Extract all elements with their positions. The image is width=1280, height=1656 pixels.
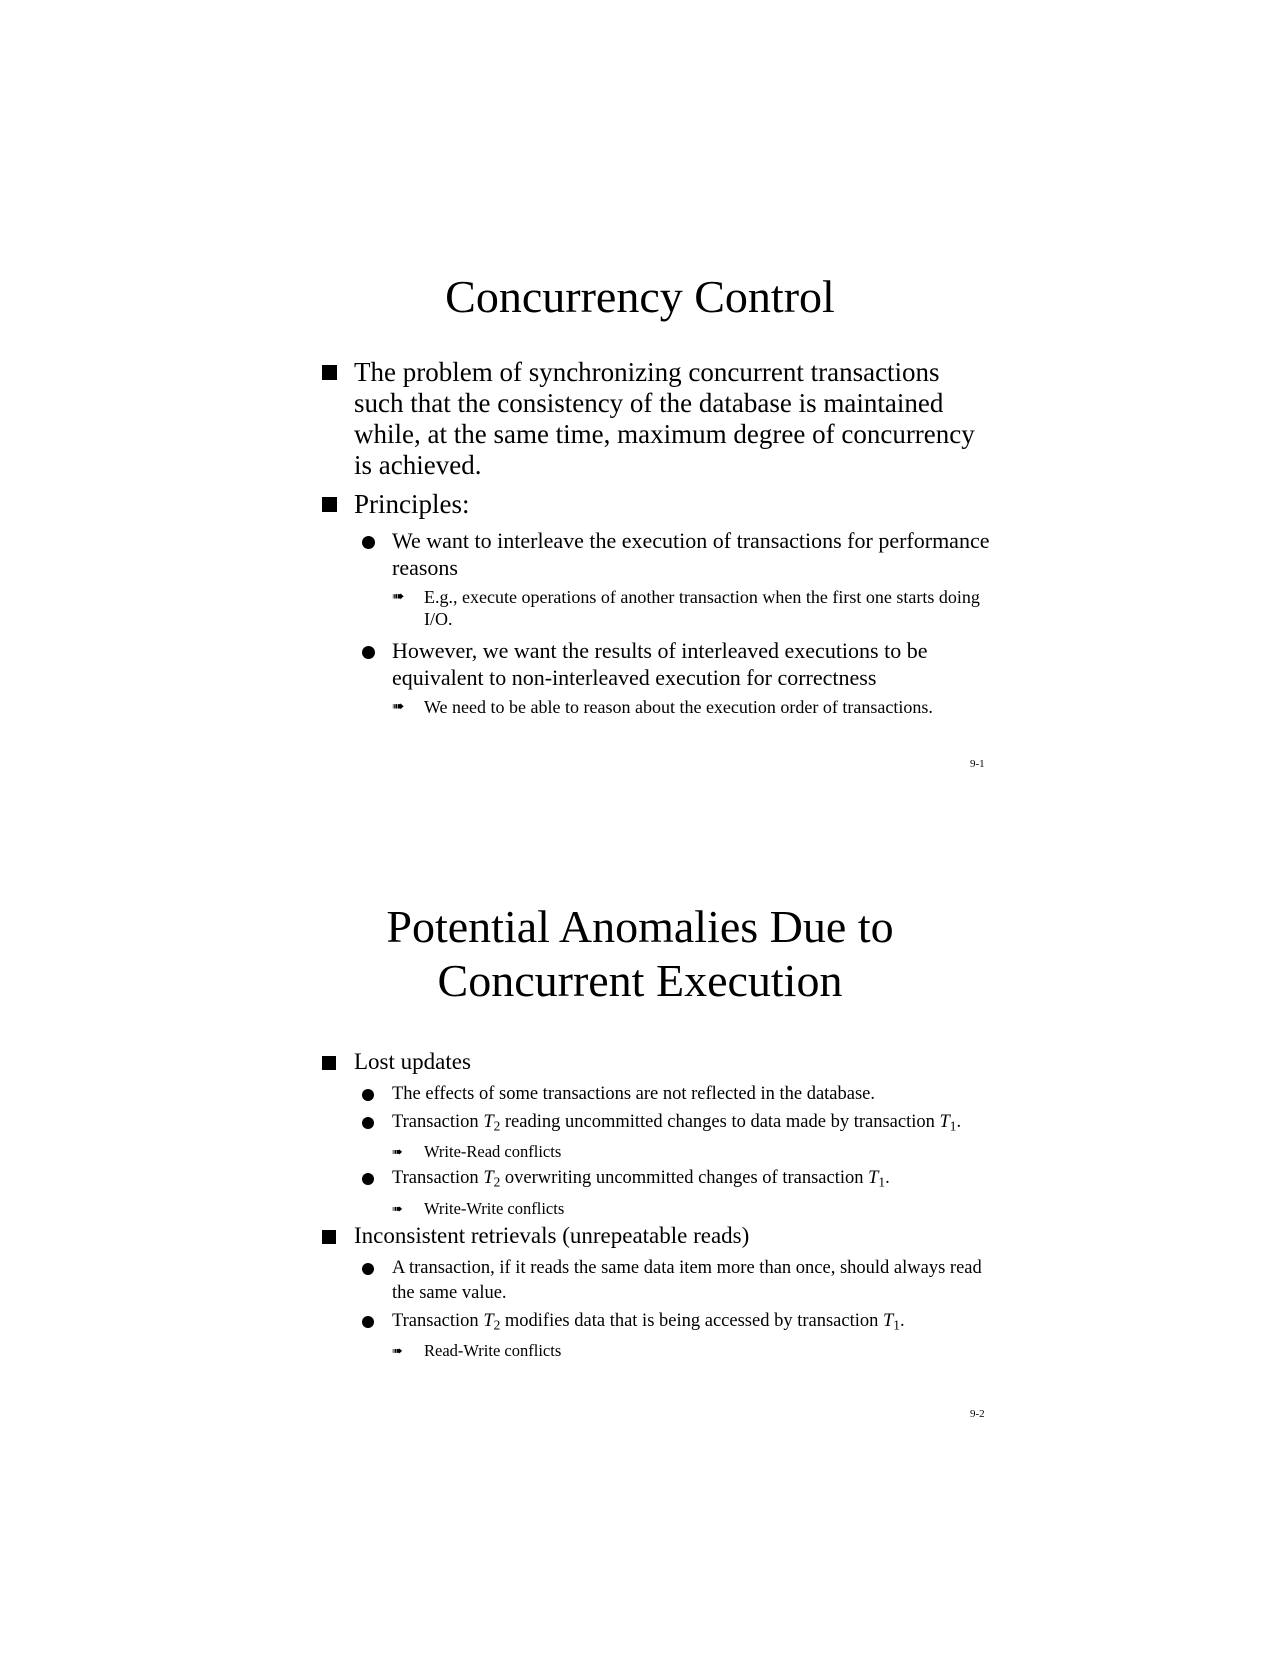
subscript: 1 <box>949 1118 957 1134</box>
circle-bullet-icon <box>362 1263 374 1275</box>
square-bullet-icon <box>322 1230 336 1244</box>
list-item <box>322 357 992 481</box>
page-number: 9-1 <box>970 758 985 770</box>
list-item <box>362 1166 992 1194</box>
var-t: T <box>483 1310 494 1331</box>
circle-bullet-icon <box>362 1089 374 1101</box>
square-bullet-icon <box>322 1056 336 1070</box>
list-item <box>392 586 992 630</box>
bullet-text: Lost updates <box>354 1049 471 1074</box>
bullet-text: Transaction $T_2$ reading uncommitted changes to data made by transaction $T_1$. <box>392 1112 962 1134</box>
list-item <box>392 696 992 718</box>
slide-concurrency-control <box>0 0 1280 820</box>
bullet-text: Inconsistent retrievals (unrepeatable reads) <box>354 1222 750 1248</box>
list-item <box>362 638 992 691</box>
slide-content <box>322 1048 992 1364</box>
bullet-text: The problem of synchronizing concurrent transactions such that the consistency of the database is maintained while, at the same time, maximum degree of concurrency is achieved. <box>354 357 975 480</box>
circle-bullet-icon <box>362 536 375 549</box>
bullet-text: Write-Write conflicts <box>424 1198 565 1218</box>
arrow-bullet-icon: ➠ <box>392 589 405 605</box>
bullet-text: Write-Read conflicts <box>424 1142 562 1162</box>
arrow-bullet-icon: ➠ <box>392 699 405 715</box>
list-item <box>362 1256 992 1306</box>
arrow-bullet-icon: ➠ <box>392 1144 403 1160</box>
square-bullet-icon <box>322 497 337 512</box>
list-item <box>322 489 992 520</box>
bullet-text: Transaction $T_2$ modifies data that is being accessed by transaction $T_1$. <box>392 1310 905 1332</box>
circle-bullet-icon <box>362 1316 374 1328</box>
bullet-text: We need to be able to reason about the execution order of transactions. <box>424 697 933 717</box>
arrow-bullet-icon: ➠ <box>392 1200 403 1216</box>
bullet-text: However, we want the results of interleaved executions to be equivalent to non-interleaved execution for correctness <box>392 638 928 690</box>
list-item <box>362 1082 992 1107</box>
slide-content <box>322 357 992 726</box>
bullet-text: The effects of some transactions are not reflected in the database. <box>392 1084 876 1104</box>
title-line: Potential Anomalies Due to <box>386 901 894 952</box>
list-item <box>392 1140 992 1163</box>
circle-bullet-icon <box>362 646 375 659</box>
var-t: T <box>868 1168 879 1189</box>
page-number: 9-2 <box>970 1408 985 1420</box>
var-t: T <box>939 1112 950 1132</box>
bullet-text: Transaction $T_2$ overwriting uncommitted changes of transaction $T_1$. <box>392 1168 890 1190</box>
slide-potential-anomalies <box>0 820 1280 1656</box>
list-item <box>392 1197 992 1220</box>
slide-title <box>0 900 1280 1008</box>
arrow-bullet-icon: ➠ <box>392 1342 403 1358</box>
bullet-text: We want to interleave the execution of transactions for performance reasons <box>392 528 990 580</box>
subscript: 2 <box>493 1316 501 1332</box>
list-item <box>392 1339 992 1362</box>
circle-bullet-icon <box>362 1173 374 1185</box>
bullet-text: E.g., execute operations of another transaction when the first one starts doing I/O. <box>424 587 980 629</box>
bullet-text: Read-Write conflicts <box>424 1340 562 1360</box>
list-item <box>362 528 992 581</box>
list-item <box>322 1222 992 1250</box>
subscript: 2 <box>493 1174 501 1190</box>
var-t: T <box>483 1168 494 1189</box>
title-line: Concurrent Execution <box>437 955 843 1006</box>
subscript: 2 <box>493 1118 501 1134</box>
square-bullet-icon <box>322 365 337 380</box>
var-t: T <box>883 1310 894 1331</box>
list-item <box>362 1110 992 1138</box>
list-item <box>362 1309 992 1337</box>
subscript: 1 <box>878 1174 886 1190</box>
slide-title: Concurrency Control <box>445 271 835 322</box>
subscript: 1 <box>893 1316 900 1332</box>
bullet-text: Principles: <box>354 489 470 519</box>
bullet-text: A transaction, if it reads the same data item more than once, should always read the same value. <box>392 1257 982 1303</box>
var-t: T <box>483 1112 494 1132</box>
circle-bullet-icon <box>362 1117 374 1129</box>
list-item <box>322 1048 992 1076</box>
